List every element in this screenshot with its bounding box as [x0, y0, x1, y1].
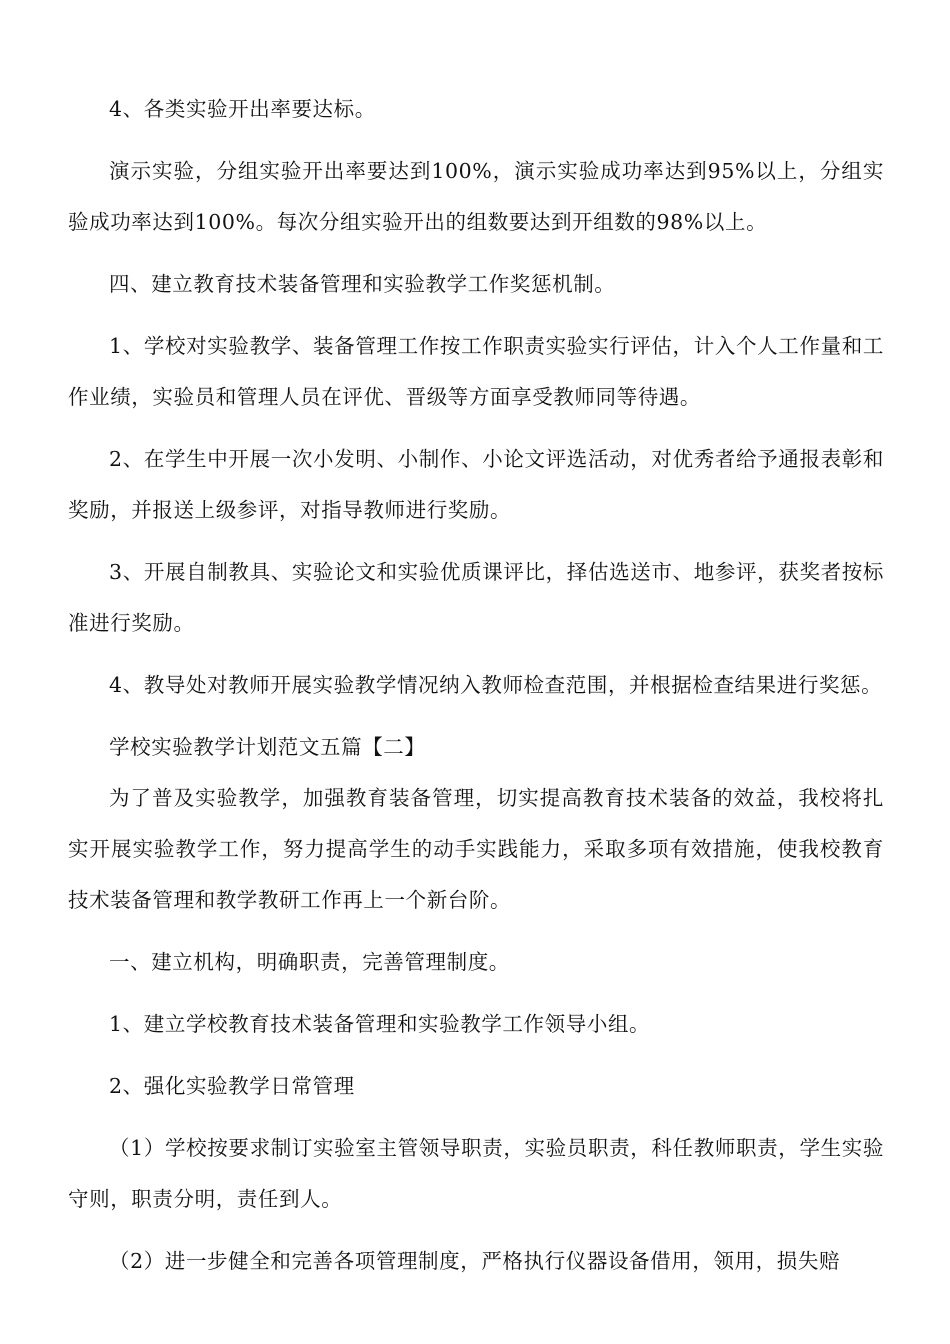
paragraph: 1、建立学校教育技术装备管理和实验教学工作领导小组。 [109, 1012, 651, 1036]
document-body [68, 84, 884, 1298]
paragraph: 四、建立教育技术装备管理和实验教学工作奖惩机制。 [109, 272, 616, 296]
paragraph: 1、学校对实验教学、装备管理工作按工作职责实验实行评估，计入个人工作量和工作业绩，实验员和管理人员在评优、晋级等方面享受教师同等待遇。 [68, 334, 884, 409]
paragraph: 为了普及实验教学，加强教育装备管理，切实提高教育技术装备的效益，我校将扎实开展实验教学工作，努力提高学生的动手实践能力，采取多项有效措施，使我校教育技术装备管理和教学教研工作再上一个新台阶。 [68, 786, 884, 912]
paragraph: 演示实验，分组实验开出率要达到100%，演示实验成功率达到95%以上，分组实验成功率达到100%。每次分组实验开出的组数要达到开组数的98%以上。 [68, 159, 884, 234]
paragraph: 3、开展自制教具、实验论文和实验优质课评比，择估选送市、地参评，获奖者按标准进行奖励。 [68, 560, 884, 635]
paragraph: 2、强化实验教学日常管理 [109, 1074, 355, 1098]
section-heading: 学校实验教学计划范文五篇【二】 [109, 735, 426, 759]
paragraph: 4、各类实验开出率要达标。 [109, 97, 376, 121]
paragraph: 4、教导处对教师开展实验教学情况纳入教师检查范围，并根据检查结果进行奖惩。 [109, 673, 883, 697]
paragraph: 一、建立机构，明确职责，完善管理制度。 [109, 950, 510, 974]
paragraph: （2）进一步健全和完善各项管理制度，严格执行仪器设备借用，领用，损失赔 [109, 1249, 841, 1273]
paragraph: （1）学校按要求制订实验室主管领导职责，实验员职责，科任教师职责，学生实验守则，职责分明，责任到人。 [68, 1136, 884, 1211]
paragraph: 2、在学生中开展一次小发明、小制作、小论文评选活动，对优秀者给予通报表彰和奖励，并报送上级参评，对指导教师进行奖励。 [68, 447, 884, 522]
